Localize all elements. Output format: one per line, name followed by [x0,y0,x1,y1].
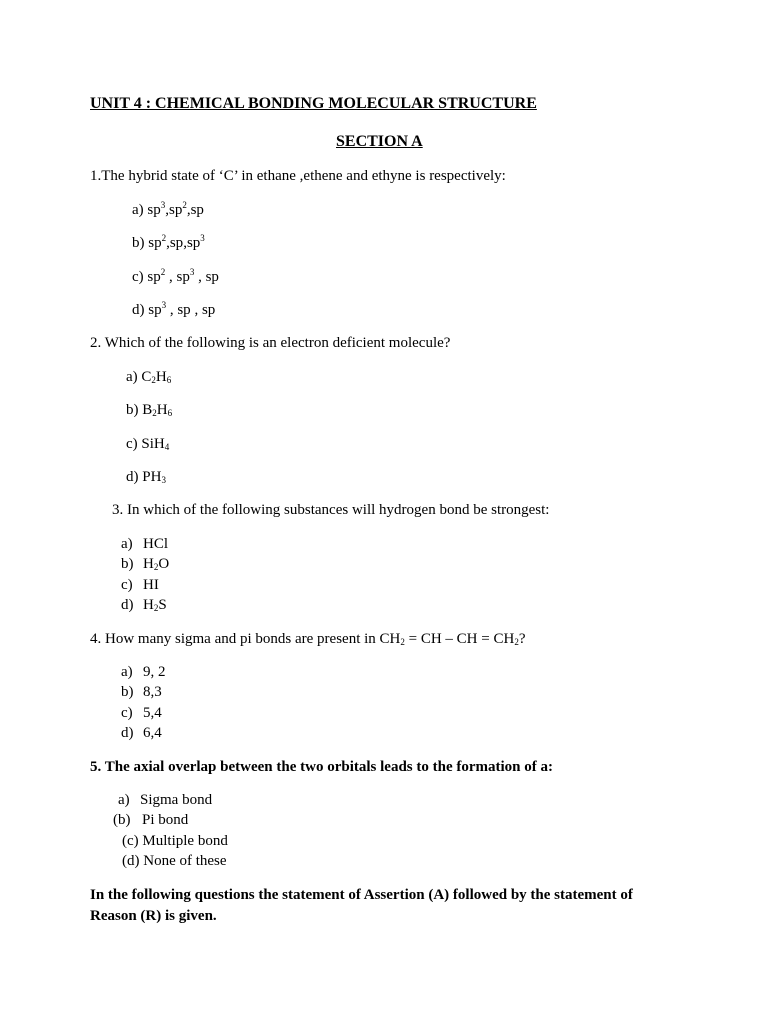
question-1: 1.The hybrid state of ‘C’ in ethane ,ethene and ethyne is respectively: [90,168,506,184]
q1-option-c: c) $sp^2$ , $sp^3$ , sp [132,267,219,285]
page-title: UNIT 4 : CHEMICAL BONDING MOLECULAR STRUCTURE [90,95,537,112]
instruction-line-1: In the following questions the statement of Assertion (A) followed by the statement of [90,887,633,903]
q4-option-a: a) 9, 2 [121,664,166,680]
option-label: a) [126,369,138,385]
section-heading: SECTION A [336,133,423,150]
option-label: b) [126,402,139,418]
q2-option-a: a) $C_2H_6$ [126,369,172,385]
q3-option-c: c) HI [121,577,159,593]
q5-option-c: (c) Multiple bond [122,833,228,849]
q5-option-b: (b) Pi bond [113,812,189,828]
q1-option-d: d) $sp^3$ , sp , sp [132,300,216,318]
q3-option-d: d) $H_2S$ [121,597,167,613]
q2-option-b: b) $B_2H_6$ [126,402,173,418]
q3-option-b: b) $H_2O$ [121,556,170,572]
option-label: a) [132,202,144,218]
option-label: b) [132,235,145,251]
option-label: (c) [122,833,139,849]
option-label: (b) [113,812,131,828]
q5-option-a: a) Sigma bond [118,792,213,808]
instruction-line-2: Reason (R) is given. [90,908,217,924]
question-3: 3. In which of the following substances will hydrogen bond be strongest: [112,502,550,518]
q2-option-c: c) SiH$_4$ [126,436,170,452]
q3-option-a: a) HCl [121,536,169,552]
option-label: a) [121,664,133,680]
option-label: c) [121,705,133,721]
q4-option-b: b) 8,3 [121,684,162,700]
option-label: a) [121,536,133,552]
option-label: d) [121,597,134,613]
question-5: 5. The axial overlap between the two orbitals leads to the formation of a: [90,759,554,775]
q5-option-d: (d) None of these [122,853,227,869]
option-label: (d) [122,853,140,869]
option-label: b) [121,556,134,572]
q1-option-b: b) $sp^2,sp,sp^3$ [132,233,205,251]
option-label: c) [126,436,138,452]
q4-option-c: c) 5,4 [121,705,162,721]
option-label: d) [132,302,145,318]
option-label: d) [126,469,139,485]
option-label: c) [132,269,144,285]
option-label: a) [118,792,130,808]
question-4: 4. How many sigma and pi bonds are present in $CH_2$ = CH – CH = $CH_2$? [90,631,526,647]
option-label: d) [121,725,134,741]
option-label: b) [121,684,134,700]
q4-option-d: d) 6,4 [121,725,162,741]
option-label: c) [121,577,133,593]
question-2: 2. Which of the following is an electron deficient molecule? [90,335,451,351]
q2-option-d: d) $PH_3$ [126,469,166,485]
q1-option-a: a) $sp^3,sp^2,sp$ [132,200,204,218]
